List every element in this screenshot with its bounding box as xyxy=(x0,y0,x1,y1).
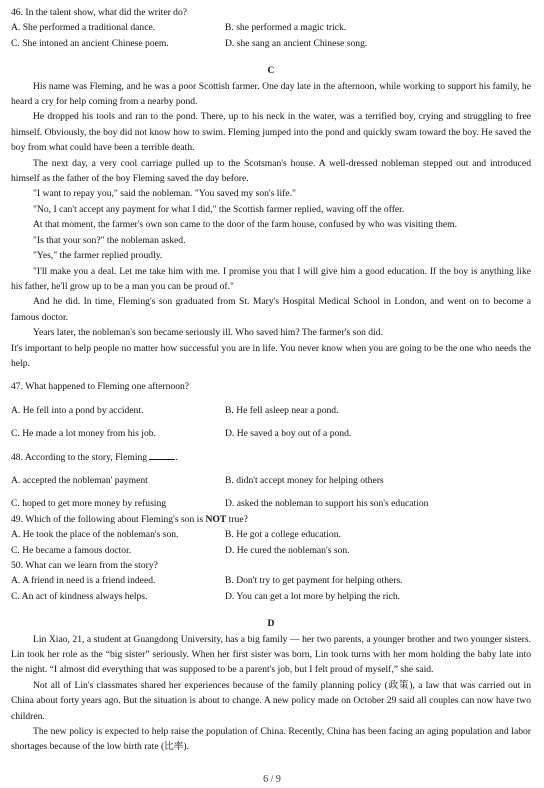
paragraph: He dropped his tools and ran to the pond. There, up to his neck in the water, was a terrified boy, crying and struggling to free himself. Obviously, the boy did not know how to swim. Fleming jumped into the pond and quickly swam toward the boy. He saved the boy from what could have been a terrible death. xyxy=(11,111,531,154)
paragraph: "I want to repay you," said the nobleman. "You saved my son's life." xyxy=(33,188,296,200)
paragraph: The new policy is expected to help raise the population of China. Recently, China has been facing an aging population and labor shortages because of the low birth rate (比率). xyxy=(11,726,531,753)
passage-c-title: C xyxy=(267,65,275,77)
paragraph: The next day, a very cool carriage pulled up to the Scotsman's house. A well-dressed nobleman stepped out and introduced himself as the father of the boy Fleming saved the day before. xyxy=(11,157,531,185)
option-d: D. she sang an ancient Chinese song. xyxy=(225,37,368,49)
question-47 xyxy=(11,379,531,441)
question-stem-text: 49. Which of the following about Fleming's son is xyxy=(11,513,206,525)
paragraph: Years later, the nobleman's son became seriously ill. Who saved him? The farmer's son did. xyxy=(33,327,383,339)
options-grid xyxy=(11,20,531,51)
question-stem: 47. What happened to Fleming one afternoon? xyxy=(11,381,190,393)
option-b: B. He got a college education. xyxy=(225,529,341,541)
option-c: C. hoped to get more money by refusing xyxy=(11,498,167,510)
option-a: A. accepted the nobleman' payment xyxy=(11,474,148,486)
paragraph: His name was Fleming, and he was a poor Scottish farmer. One day late in the afternoon, while working to support his family, he heard a cry for help coming from a nearby pond. xyxy=(11,80,531,108)
options-grid xyxy=(11,573,531,604)
question-48 xyxy=(11,450,531,512)
question-stem xyxy=(11,450,531,465)
option-b: B. she performed a magic trick. xyxy=(225,22,347,34)
question-50 xyxy=(11,558,531,604)
options-grid xyxy=(11,527,531,558)
option-a: A. She performed a traditional dance. xyxy=(11,22,156,34)
passage-d xyxy=(11,632,531,755)
options-grid xyxy=(11,496,531,511)
question-stem-text: 48. According to the story, Fleming xyxy=(11,451,148,463)
option-a: A. He fell into a pond by accident. xyxy=(11,404,144,416)
option-a: A. A friend in need is a friend indeed. xyxy=(11,575,156,587)
option-d: D. You can get a lot more by helping the rich. xyxy=(225,590,401,602)
option-b: B. didn't accept money for helping others xyxy=(225,474,384,486)
paragraph: Not all of Lin's classmates shared her experiences because of the family planning policy (政策), a law that was carried out in China about forty years ago. But the situation is about to change. A new policy made on October 29 said all couples can now have two children. xyxy=(11,679,531,722)
question-stem: 50. What can we learn from the story? xyxy=(11,560,158,571)
option-a: A. He took the place of the nobleman's son. xyxy=(11,529,179,541)
paragraph: And he did. In time, Fleming's son graduated from St. Mary's Hospital Medical School in London, and went on to become a famous doctor. xyxy=(11,296,531,323)
page-number: 6 / 9 xyxy=(263,774,281,785)
option-d: D. He cured the nobleman's son. xyxy=(225,544,350,556)
paragraph: Lin Xiao, 21, a student at Guangdong University, has a big family — her two parents, a younger brother and two younger sisters. Lin took her role as the “big sister” seriously. When her first sister was born, Lin took turns with her mom holding the baby late into the night. “I almost did everything that was supposed to be a parent's job, but I felt proud of myself,” she said. xyxy=(11,633,531,676)
question-emphasis: NOT xyxy=(205,513,227,525)
passage-c xyxy=(11,79,531,372)
paragraph: "I'll make you a deal. Let me take him with me. I promise you that I will give him a good education. If the boy is anything like his father, he'll grow up to be a man you can be proud of." xyxy=(11,265,531,292)
option-b: B. He fell asleep near a pond. xyxy=(225,404,339,416)
options-grid xyxy=(11,473,531,488)
question-stem: 46. In the talent show, what did the writer do? xyxy=(11,7,188,18)
paragraph: "No, I can't accept any payment for what I did," the Scottish farmer replied, waving off the offer. xyxy=(33,203,405,215)
question-stem-text: true? xyxy=(226,513,248,525)
question-stem-end: . xyxy=(175,451,178,463)
option-d: D. asked the nobleman to support his son's education xyxy=(225,498,429,510)
paragraph: "Yes," the farmer replied proudly. xyxy=(33,250,163,262)
option-d: D. He saved a boy out of a pond. xyxy=(225,428,352,440)
question-stem xyxy=(11,512,531,527)
option-b: B. Don't try to get payment for helping others. xyxy=(225,575,403,587)
closing-paragraph: It's important to help people no matter how successful you are in life. You never know when you are going to be the one who needs the help. xyxy=(11,342,531,369)
paragraph: At that moment, the farmer's own son came to the door of the farm house, confused by who was visiting them. xyxy=(33,219,458,231)
question-46 xyxy=(11,5,531,51)
options-grid xyxy=(11,403,531,418)
answer-blank xyxy=(149,450,175,460)
paragraph: "Is that your son?" the nobleman asked. xyxy=(33,234,186,246)
question-49 xyxy=(11,512,531,558)
passage-d-title: D xyxy=(267,618,275,630)
exam-page xyxy=(11,5,531,755)
option-c: C. He made a lot money from his job. xyxy=(11,428,156,440)
option-c: C. She intoned an ancient Chinese poem. xyxy=(11,37,169,49)
option-c: C. He became a famous doctor. xyxy=(11,544,132,556)
options-grid xyxy=(11,426,531,441)
option-c: C. An act of kindness always helps. xyxy=(11,590,148,602)
